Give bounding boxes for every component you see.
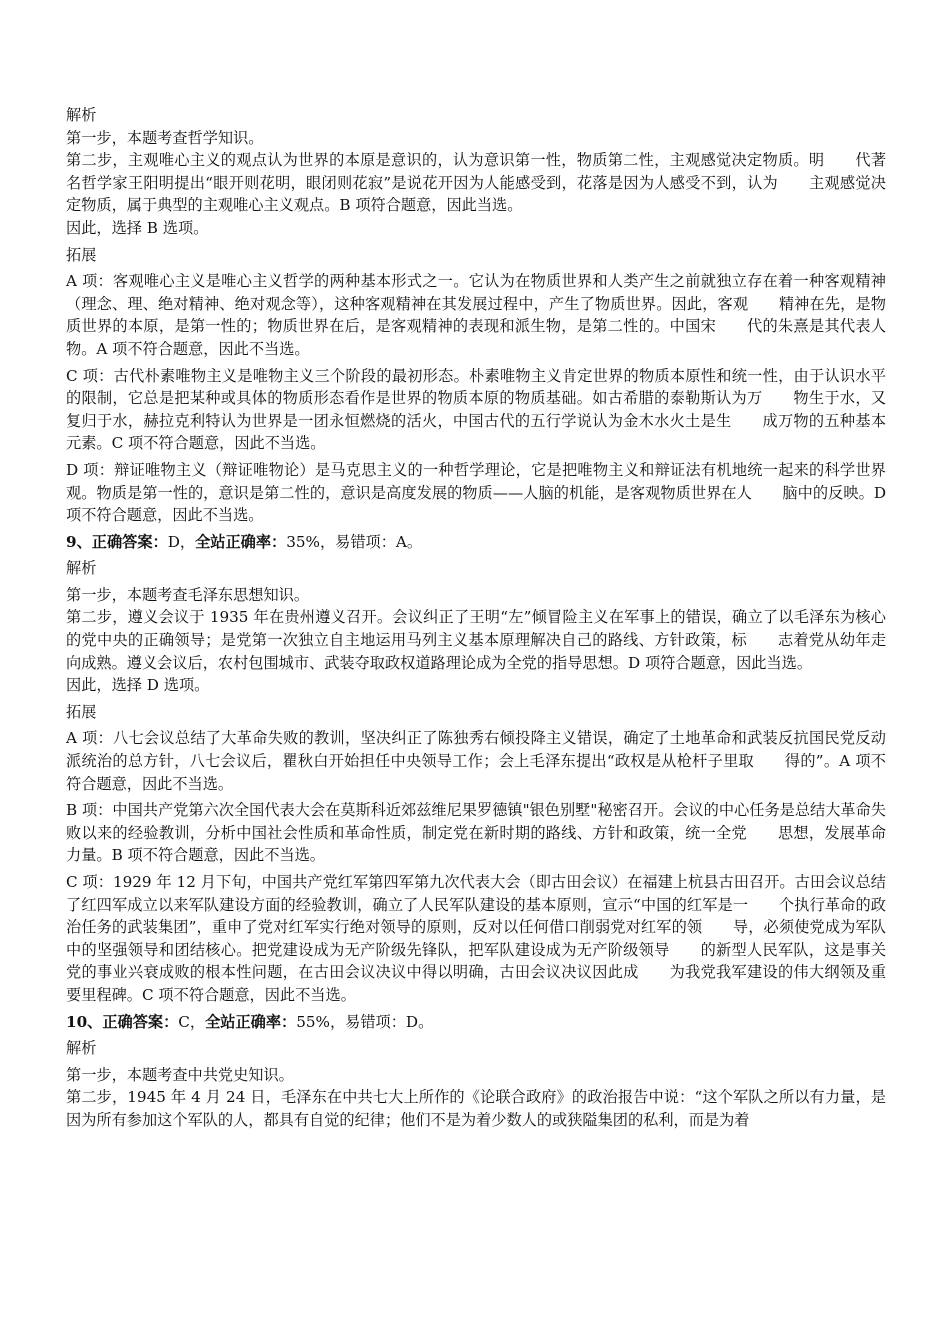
step-one: 第一步，本题考查毛泽东思想知识。 bbox=[66, 585, 309, 604]
accuracy-label: 全站正确率： bbox=[205, 1012, 297, 1031]
answer-label: 10、正确答案： bbox=[66, 1012, 179, 1031]
answer-label: 9、正确答案： bbox=[66, 532, 168, 551]
step-two: 第二步，遵义会议于 1935 年在贵州遵义召开。会议纠正了王明“左”倾冒险主义在军事上的错误，确立了以毛泽东为核心的党中央的正确领导；是党第一次独立自主地运用马列主义基本原理解决自己的路线、方针政策，标 志着党从幼年走向成熟。遵义会议后，农村包围城市、武装夺取政权道路理论成为全党的指导思想。D 项符合题意，因此当选。 bbox=[66, 608, 886, 672]
question-9-explanation bbox=[66, 557, 886, 1006]
accuracy-value: 35%，易错项：A。 bbox=[286, 532, 423, 551]
question-10-answer bbox=[66, 1011, 886, 1034]
step-one: 第一步，本题考查哲学知识。 bbox=[66, 128, 264, 147]
question-8-explanation bbox=[66, 104, 886, 527]
accuracy-label: 全站正确率： bbox=[195, 532, 287, 551]
analysis-label: 解析 bbox=[66, 106, 97, 124]
option-d-explanation: D 项：辩证唯物主义（辩证唯物论）是马克思主义的一种哲学理论，它是把唯物主义和辩证法有机地统一起来的科学世界观。物质是第一性的，意识是第二性的，意识是高度发展的物质——人脑的机能，是客观物质世界在人 脑中的反映。D 项不符合题意，因此不当选。 bbox=[66, 460, 886, 525]
option-c-explanation: C 项：古代朴素唯物主义是唯物主义三个阶段的最初形态。朴素唯物主义肯定世界的物质本原性和统一性，由于认识水平的限制，它总是把某种或具体的物质形态看作是世界的物质本原的物质基础。如古希腊的泰勒斯认为万 物生于水，又复归于水，赫拉克利特认为世界是一团永恒燃烧的活火，中国古代的五行学说认为金木水火土是生 成万物的五种基本元素。C 项不符合题意，因此不当选。 bbox=[66, 366, 886, 453]
step-one: 第一步，本题考查中共党史知识。 bbox=[66, 1065, 294, 1084]
question-10-explanation bbox=[66, 1037, 886, 1131]
option-a-explanation: A 项：八七会议总结了大革命失败的教训，坚决纠正了陈独秀右倾投降主义错误，确定了土地革命和武装反抗国民党反动派统治的总方针，八七会议后，瞿秋白开始担任中央领导工作；会上毛泽东提出“政权是从枪杆子里取 得的”。A 项不符合题意，因此不当选。 bbox=[66, 729, 886, 793]
document-page bbox=[66, 104, 886, 1132]
step-two: 第二步，1945 年 4 月 24 日，毛泽东在中共七大上所作的《论联合政府》的政治报告中说：“这个军队之所以有力量，是因为所有参加这个军队的人，都具有自觉的纪律；他们不是为着少数人的或狭隘集团的私利，而是为着 bbox=[66, 1088, 886, 1129]
conclusion: 因此，选择 D 选项。 bbox=[66, 676, 210, 695]
step-two: 第二步，主观唯心主义的观点认为世界的本原是意识的，认为意识第一性，物质第二性，主观感觉决定物质。明 代著名哲学家王阳明提出“眼开则花明，眼闭则花寂”是说花开因为人能感受到，花落是因为人感受不到，认为 主观感觉决定物质，属于典型的主观唯心主义观点。B 项符合题意，因此当选。 bbox=[66, 151, 886, 215]
answer-value: D， bbox=[167, 532, 196, 551]
answer-value: C， bbox=[178, 1012, 206, 1031]
analysis-label: 解析 bbox=[66, 1039, 97, 1058]
accuracy-value: 55%，易错项：D。 bbox=[296, 1012, 434, 1031]
conclusion: 因此，选择 B 选项。 bbox=[66, 218, 209, 237]
option-b-explanation: B 项：中国共产党第六次全国代表大会在莫斯科近郊兹维尼果罗德镇"银色别墅"秘密召开。会议的中心任务是总结大革命失败以来的经验教训，分析中国社会性质和革命性质，制定党在新时期的路线、方针和政策，统一全党 思想，发展革命力量。B 项不符合题意，因此不当选。 bbox=[66, 801, 886, 865]
option-a-explanation: A 项：客观唯心主义是唯心主义哲学的两种基本形式之一。它认为在物质世界和人类产生之前就独立存在着一种客观精神（理念、理、绝对精神、绝对观念等），这种客观精神在其发展过程中，产生了物质世界。因此，客观 精神在先，是物质世界的本原，是第一性的；物质世界在后，是客观精神的表现和派生物，是第二性的。中国宋 代的朱熹是其代表人物。A 项不符合题意，因此不当选。 bbox=[66, 272, 886, 358]
question-9-answer bbox=[66, 531, 886, 554]
extension-label: 拓展 bbox=[66, 702, 97, 721]
extension-label: 拓展 bbox=[66, 245, 97, 264]
analysis-label: 解析 bbox=[66, 559, 97, 578]
option-c-explanation: C 项：1929 年 12 月下旬，中国共产党红军第四军第九次代表大会（即古田会议）在福建上杭县古田召开。古田会议总结了红四军成立以来军队建设方面的经验教训，确立了人民军队建设的基本原则，宣示“中国的红军是一 个执行革命的政治任务的武装集团”，重申了党对红军实行绝对领导的原则，反对以任何借口削弱党对红军的领 导，必须使党成为军队中的坚强领导和团结核心。把党建设成为无产阶级先锋队，把军队建设成为无产阶级领导 的新型人民军队，这是事关党的事业兴衰成败的根本性问题，在古田会议决议中得以明确，古田会议决议因此成 为我党我军建设的伟大纲领及重要里程碑。C 项不符合题意，因此不当选。 bbox=[66, 873, 886, 1004]
